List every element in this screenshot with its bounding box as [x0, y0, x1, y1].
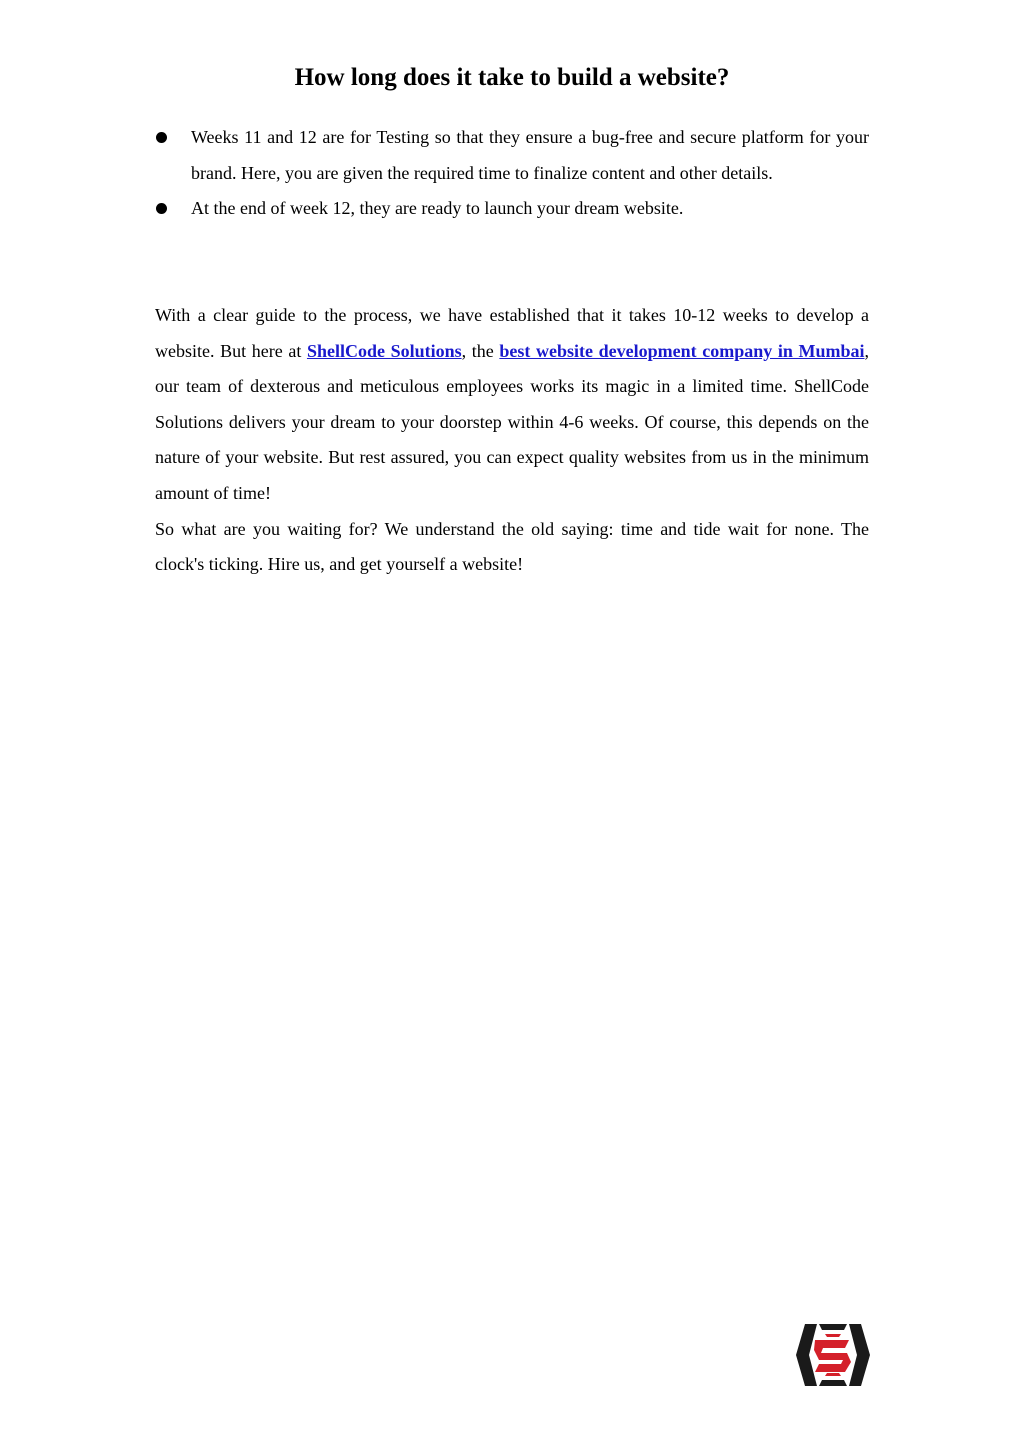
paragraph-text: , our team of dexterous and meticulous employees works its magic in a limited time. ShellCode Solutions delivers your dream to your doorstep within 4-6 weeks. Of course, this depends on the nature of your website. But rest assured, you can expect quality websites from us in the minimum amount of time! [155, 340, 869, 503]
shellcode-logo-icon [795, 1320, 871, 1390]
body-text [155, 298, 869, 583]
logo-inner-accent [825, 1334, 841, 1337]
bullet-icon [156, 132, 167, 143]
paragraph: So what are you waiting for? We understand the old saying: time and tide wait for none. The clock's ticking. Hire us, and get yourself a website! [155, 518, 869, 575]
logo-outer-left [796, 1324, 817, 1386]
logo-inner-s [814, 1340, 851, 1372]
list-item-text: At the end of week 12, they are ready to launch your dream website. [191, 198, 684, 219]
paragraph-text: , the [461, 340, 500, 361]
best-website-development-link[interactable]: best website development company in Mumbai [499, 340, 865, 361]
list-item [155, 191, 869, 227]
list-item-text: Weeks 11 and 12 are for Testing so that they ensure a bug-free and secure platform for your brand. Here, you are given the required time to finalize content and other details. [191, 127, 869, 183]
bullet-list [155, 120, 869, 227]
list-item [155, 120, 869, 191]
bullet-icon [156, 203, 167, 214]
paragraph-text: With a clear guide to the process, we have established that it takes 10-12 weeks to develop a website. But here at [155, 305, 869, 361]
paragraph [155, 298, 869, 512]
logo-inner-accent [825, 1373, 841, 1376]
logo-outer-top [819, 1324, 847, 1330]
logo-outer-bottom [819, 1380, 847, 1386]
logo-outer-right [849, 1324, 870, 1386]
shellcode-solutions-link[interactable]: ShellCode Solutions [306, 340, 462, 361]
page-title: How long does it take to build a website? [294, 64, 730, 91]
